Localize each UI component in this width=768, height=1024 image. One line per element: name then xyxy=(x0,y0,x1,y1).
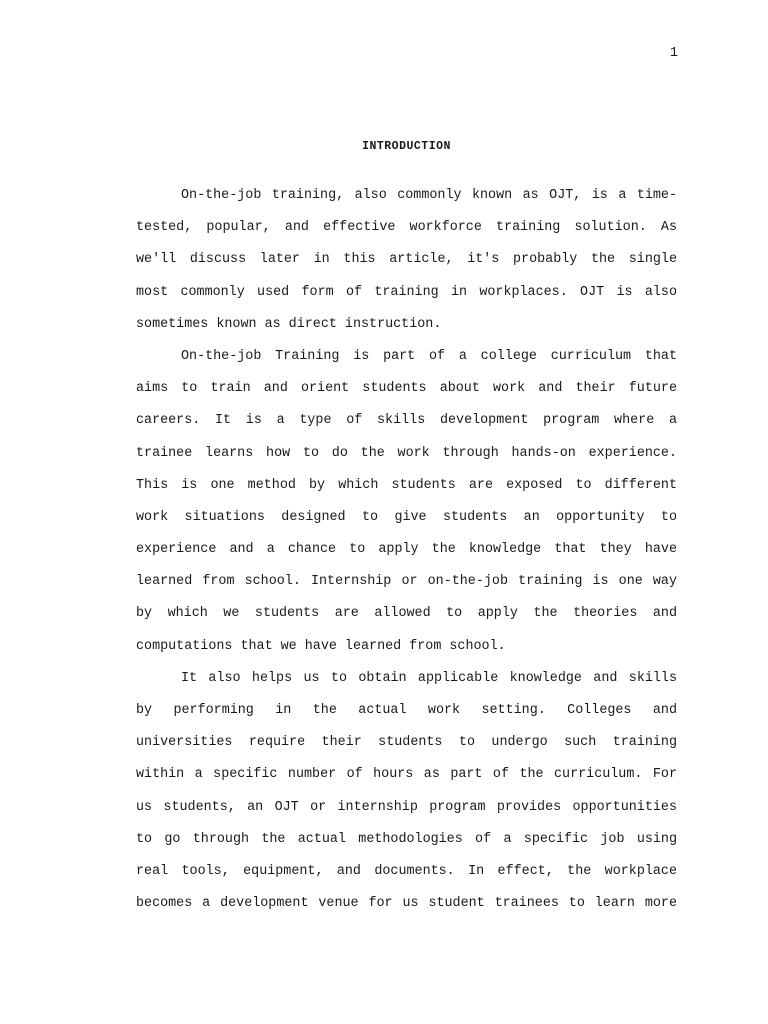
text-line: universities require their students to undergo such training xyxy=(136,735,677,751)
text-line: most commonly used form of training in workplaces. OJT is also xyxy=(136,284,677,300)
paragraph-3 xyxy=(136,665,677,923)
text-line: real tools, equipment, and documents. In effect, the workplace xyxy=(136,863,677,879)
paragraph-2 xyxy=(136,343,677,665)
text-line: by performing in the actual work setting. Colleges and xyxy=(136,703,677,718)
text-line: by which we students are allowed to apply the theories and xyxy=(136,606,677,622)
text-line: work situations designed to give students an opportunity to xyxy=(136,509,677,525)
text-line: experience and a chance to apply the knowledge that they have xyxy=(136,542,677,558)
text-line: On-the-job Training is part of a college curriculum that xyxy=(181,348,677,364)
text-line: This is one method by which students are exposed to different xyxy=(136,477,677,493)
text-line: learned from school. Internship or on-the-job training is one way xyxy=(136,574,677,590)
text-line: within a specific number of hours as part of the curriculum. For xyxy=(136,767,677,783)
text-line: computations that we have learned from school. xyxy=(136,638,506,654)
text-line: sometimes known as direct instruction. xyxy=(136,316,442,332)
document-body xyxy=(136,182,677,922)
text-line: us students, an OJT or internship program provides opportunities xyxy=(136,799,677,815)
text-line: careers. It is a type of skills development program where a xyxy=(136,413,677,429)
paragraph-1 xyxy=(136,182,677,343)
section-heading: INTRODUCTION xyxy=(362,140,451,153)
text-line: It also helps us to obtain applicable knowledge and skills xyxy=(181,670,677,686)
text-line: On-the-job training, also commonly known as OJT, is a time- xyxy=(181,188,677,203)
text-line: to go through the actual methodologies of a specific job using xyxy=(136,831,677,847)
text-line: we'll discuss later in this article, it's probably the single xyxy=(136,252,677,268)
page-number: 1 xyxy=(669,46,678,61)
text-line: becomes a development venue for us student trainees to learn more xyxy=(136,896,677,912)
text-line: trainee learns how to do the work through hands-on experience. xyxy=(136,445,677,461)
text-line: tested, popular, and effective workforce training solution. As xyxy=(136,220,677,236)
text-line: aims to train and orient students about work and their future xyxy=(136,381,677,397)
